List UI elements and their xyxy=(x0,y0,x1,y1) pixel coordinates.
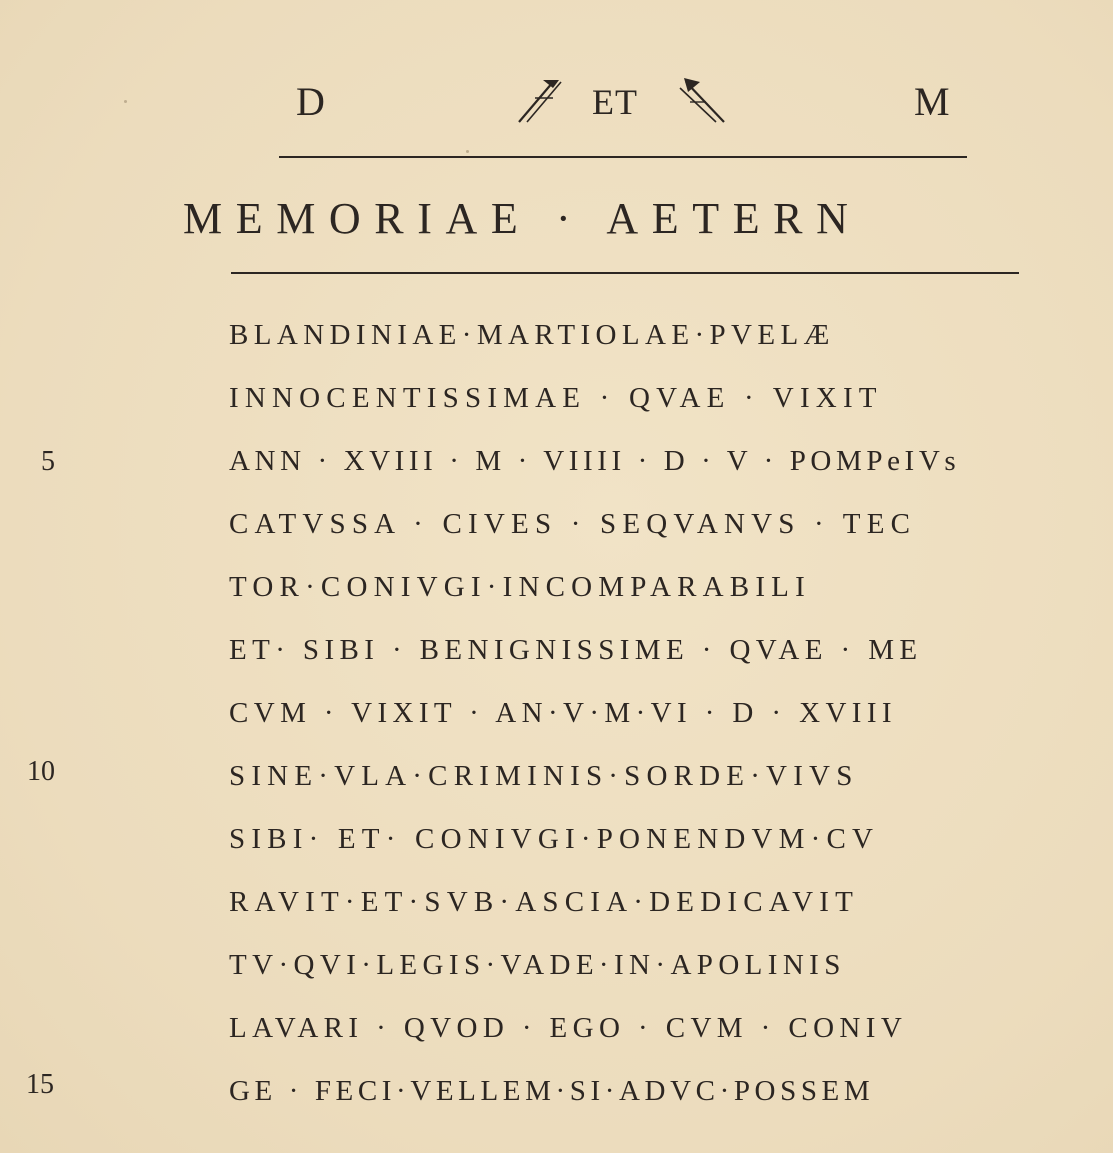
inscription-line: RAVIT·ET·SVB·ASCIA·DEDICAVIT xyxy=(229,886,860,918)
title-divider xyxy=(231,272,1019,274)
line-number-15: 15 xyxy=(26,1069,54,1100)
header-m: M xyxy=(914,79,951,124)
ascia-icon xyxy=(513,76,567,128)
inscription-line: CVM · VIXIT · AN·V·M·VI · D · XVIII xyxy=(229,697,897,729)
inscription-line: ET· SIBI · BENIGNISSIME · QVAE · ME xyxy=(229,634,923,666)
inscription-lines xyxy=(229,312,1029,1131)
inscription-line: ANN · XVIII · M · VIIII · D · V · POMPeIVs xyxy=(229,445,961,477)
inscription-line: GE · FECI·VELLEM·SI·ADVC·POSSEM xyxy=(229,1075,875,1107)
inscription-line: TV·QVI·LEGIS·VADE·IN·APOLINIS xyxy=(229,949,846,981)
inscription-line: BLANDINIAE·MARTIOLAE·PVELÆ xyxy=(229,319,835,351)
inscription-line: TOR·CONIVGI·INCOMPARABILI xyxy=(229,571,811,603)
inscription-line: INNOCENTISSIMAE · QVAE · VIXIT xyxy=(229,382,883,414)
top-divider xyxy=(279,156,967,158)
inscription-title: MEMORIAE · AETERN xyxy=(183,194,862,243)
inscription-line: SINE·VLA·CRIMINIS·SORDE·VIVS xyxy=(229,760,859,792)
inscription-line: CATVSSA · CIVES · SEQVANVS · TEC xyxy=(229,508,917,540)
inscription-line: SIBI· ET· CONIVGI·PONENDVM·CV xyxy=(229,823,880,855)
inscription-line: LAVARI · QVOD · EGO · CVM · CONIV xyxy=(229,1012,908,1044)
ascia-reversed-icon xyxy=(676,76,730,128)
header-d: D xyxy=(296,79,326,124)
header-et: ET xyxy=(592,82,638,122)
dis-manibus-header xyxy=(0,70,1113,130)
line-number-10: 10 xyxy=(27,756,55,787)
paper-speck xyxy=(466,150,469,153)
line-number-5: 5 xyxy=(41,446,55,477)
